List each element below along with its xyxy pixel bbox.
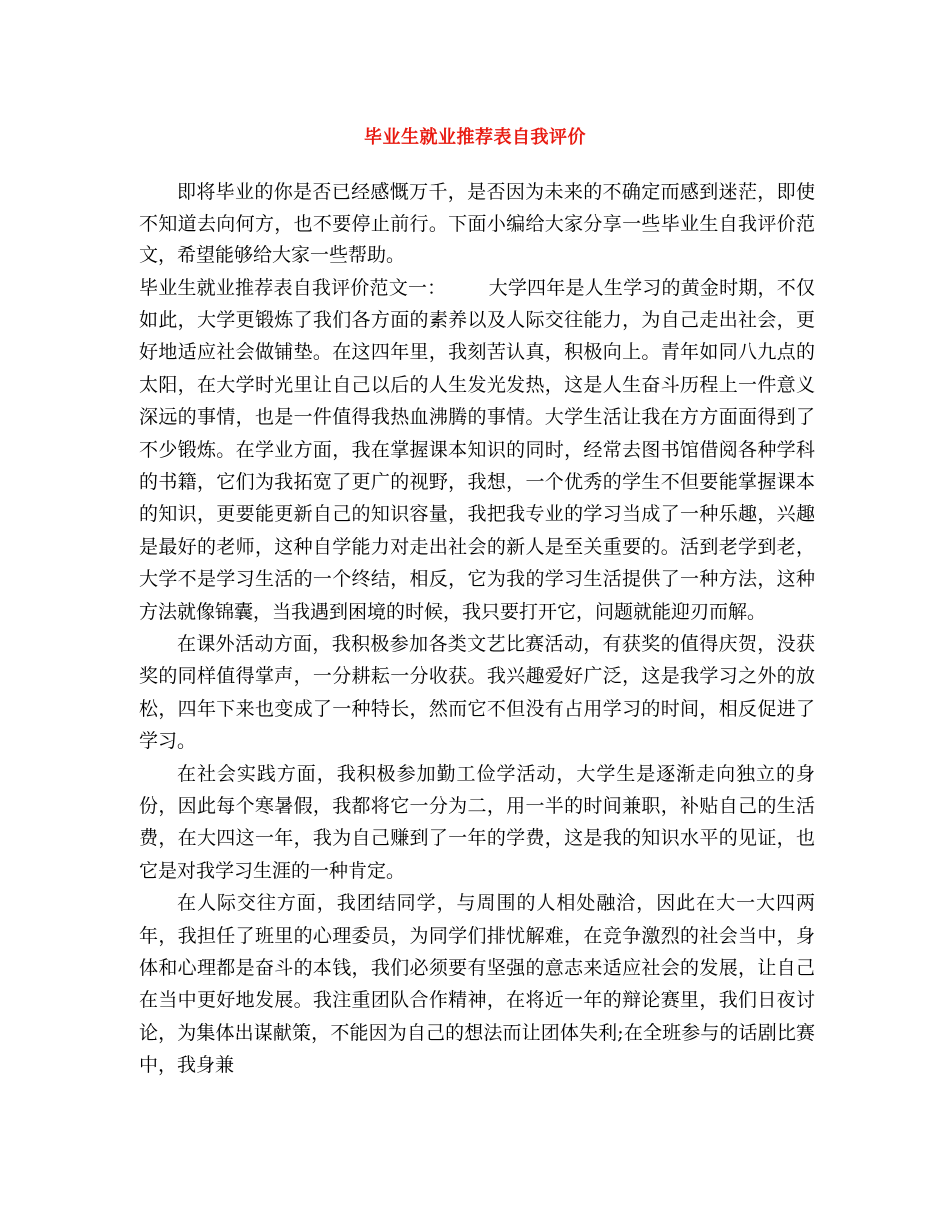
paragraph-extracurricular: 在课外活动方面，我积极参加各类文艺比赛活动，有获奖的值得庆贺，没获奖的同样值得掌声，一分耕耘一分收获。我兴趣爱好广泛，这是我学习之外的放松，四年下来也变成了一种特长，然而它不但没有占用学习的时间，相反促进了学习。 (139, 632, 815, 753)
intro-paragraph: 即将毕业的你是否已经感慨万千，是否因为未来的不确定而感到迷茫，即使不知道去向何方，也不要停止前行。下面小编给大家分享一些毕业生自我评价范文，希望能够给大家一些帮助。 (139, 181, 815, 266)
document-body (139, 177, 815, 1082)
sample-one-body: 大学四年是人生学习的黄金时期，不仅如此，大学更锻炼了我们各方面的素养以及人际交往能力，为自己走出社会，更好地适应社会做铺垫。在这四年里，我刻苦认真，积极向上。青年如同八九点的太阳，在大学时光里让自己以后的人生发光发热，这是人生奋斗历程上一件意义深远的事情，也是一件值得我热血沸腾的事情。大学生活让我在方方面面得到了不少锻炼。在学业方面，我在掌握课本知识的同时，经常去图书馆借阅各种学科的书籍，它们为我拓宽了更广的视野，我想，一个优秀的学生不但要能掌握课本的知识，更要能更新自己的知识容量，我把我专业的学习当成了一种乐趣，兴趣是最好的老师，这种自学能力对走出社会的新人是至关重要的。活到老学到老，大学不是学习生活的一个终结，相反，它为我的学习生活提供了一种方法，这种方法就像锦囊，当我遇到困境的时候，我只要打开它，问题就能迎刃而解。 (139, 276, 815, 623)
sample-one-label: 毕业生就业推荐表自我评价范文一： (139, 276, 447, 299)
sample-one-paragraph (139, 272, 815, 628)
document-title: 毕业生就业推荐表自我评价 (364, 127, 586, 148)
paragraph-interpersonal: 在人际交往方面，我团结同学，与周围的人相处融洽，因此在大一大四两年，我担任了班里的心理委员，为同学们排忧解难，在竞争激烈的社会当中，身体和心理都是奋斗的本钱，我们必须要有坚强的意志来适应社会的发展，让自己在当中更好地发展。我注重团队合作精神，在将近一年的辩论赛里，我们日夜讨论，为集体出谋献策，不能因为自己的想法而让团体失利;在全班参与的话剧比赛中，我身兼 (139, 892, 815, 1077)
paragraph-social-practice: 在社会实践方面，我积极参加勤工俭学活动，大学生是逐渐走向独立的身份，因此每个寒暑假，我都将它一分为二，用一半的时间兼职，补贴自己的生活费，在大四这一年，我为自己赚到了一年的学费，这是我的知识水平的见证，也它是对我学习生涯的一种肯定。 (139, 762, 815, 882)
